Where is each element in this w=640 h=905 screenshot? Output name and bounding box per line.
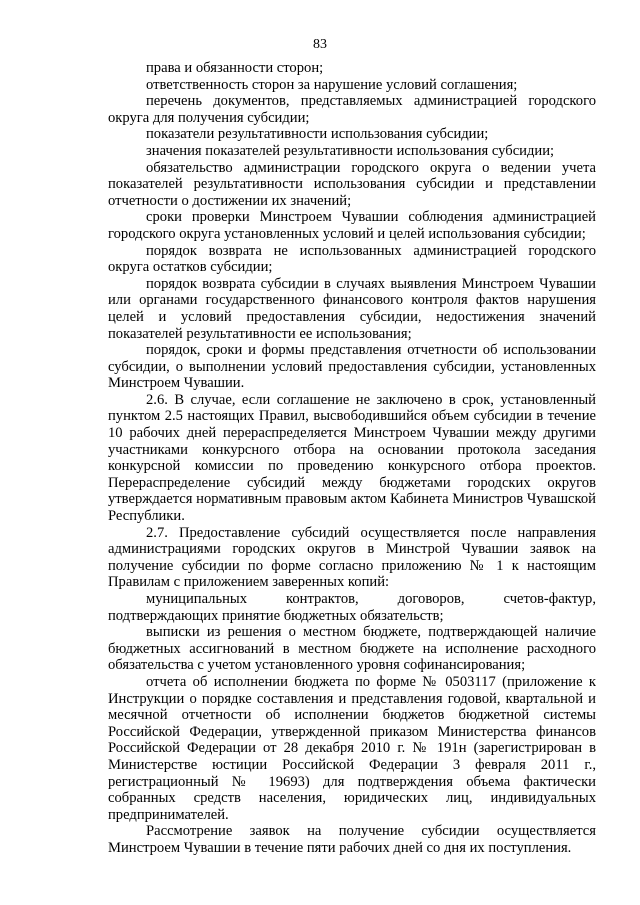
paragraph: сроки проверки Минстроем Чувашии соблюдения администрацией городского округа установленных условий и целей использования субсидии;: [108, 209, 596, 242]
paragraph: отчета об исполнении бюджета по форме № 0503117 (приложение к Инструкции о порядке составления и представления годовой, квартальной и месячной отчетности об исполнении бюджетов бюджетной системы Российской Федерации, утвержденной приказом Министерства финансов Российской Федерации от 28 декабря 2010 г. № 191н (зарегистрирован в Министерстве юстиции Российской Федерации 3 февраля 2011 г., регистрационный № 19693) для подтверждения объема фактически собранных средств населения, юридических лиц, индивидуальных предпринимателей.: [108, 673, 596, 823]
paragraph: порядок, сроки и формы представления отчетности об использовании субсидии, о выполнении условий предоставления субсидии, установленных Минстроем Чувашии.: [108, 342, 596, 392]
paragraph: обязательство администрации городского округа о ведении учета показателей результативности использования субсидии и представлении отчетности о достижении их значений;: [108, 159, 596, 209]
paragraph-section-2-6: 2.6. В случае, если соглашение не заключено в срок, установленный пунктом 2.5 настоящих Правил, высвободившийся объем субсидии в течение 10 рабочих дней перераспределяется Минстроем Чувашии между другими участниками конкурсного отбора на основании протокола заседания конкурсной комиссии по проведению конкурсного отбора проектов. Перераспределение субсидий между бюджетами городских округов утверждается нормативным правовым актом Кабинета Министров Чувашской Республики.: [108, 391, 596, 525]
paragraph: права и обязанности сторон;: [146, 60, 324, 76]
paragraph-section-2-7: 2.7. Предоставление субсидий осуществляется после направления администрациями городских округов в Минстрой Чувашии заявок на получение субсидии по форме согласно приложению № 1 к настоящим Правилам с приложением заверенных копий:: [108, 524, 596, 591]
paragraph: Рассмотрение заявок на получение субсидии осуществляется Минстроем Чувашии в течение пяти рабочих дней со дня их поступления.: [108, 823, 596, 856]
paragraph: выписки из решения о местном бюджете, подтверждающей наличие бюджетных ассигнований в местном бюджете на исполнение расходного обязательства с учетом установленного уровня софинансирования;: [108, 624, 596, 674]
paragraph: ответственность сторон за нарушение условий соглашения;: [146, 76, 518, 93]
paragraph: порядок возврата не использованных администрацией городского округа остатков субсидии;: [108, 242, 596, 276]
paragraph: показатели результативности использования субсидии;: [146, 126, 489, 143]
document-body: [108, 60, 596, 857]
paragraph: муниципальных контрактов, договоров, счетов-фактур, подтверждающих принятие бюджетных обязательств;: [108, 591, 596, 624]
page-number: 83: [313, 37, 327, 52]
paragraph: порядок возврата субсидии в случаях выявления Минстроем Чувашии или органами государственного финансового контроля фактов нарушения целей и условий предоставления субсидии, недостижения значений показателей результативности ее использования;: [108, 275, 596, 342]
paragraph: перечень документов, представляемых администрацией городского округа для получения субсидии;: [108, 93, 596, 126]
paragraph: значения показателей результативности использования субсидии;: [146, 142, 555, 159]
